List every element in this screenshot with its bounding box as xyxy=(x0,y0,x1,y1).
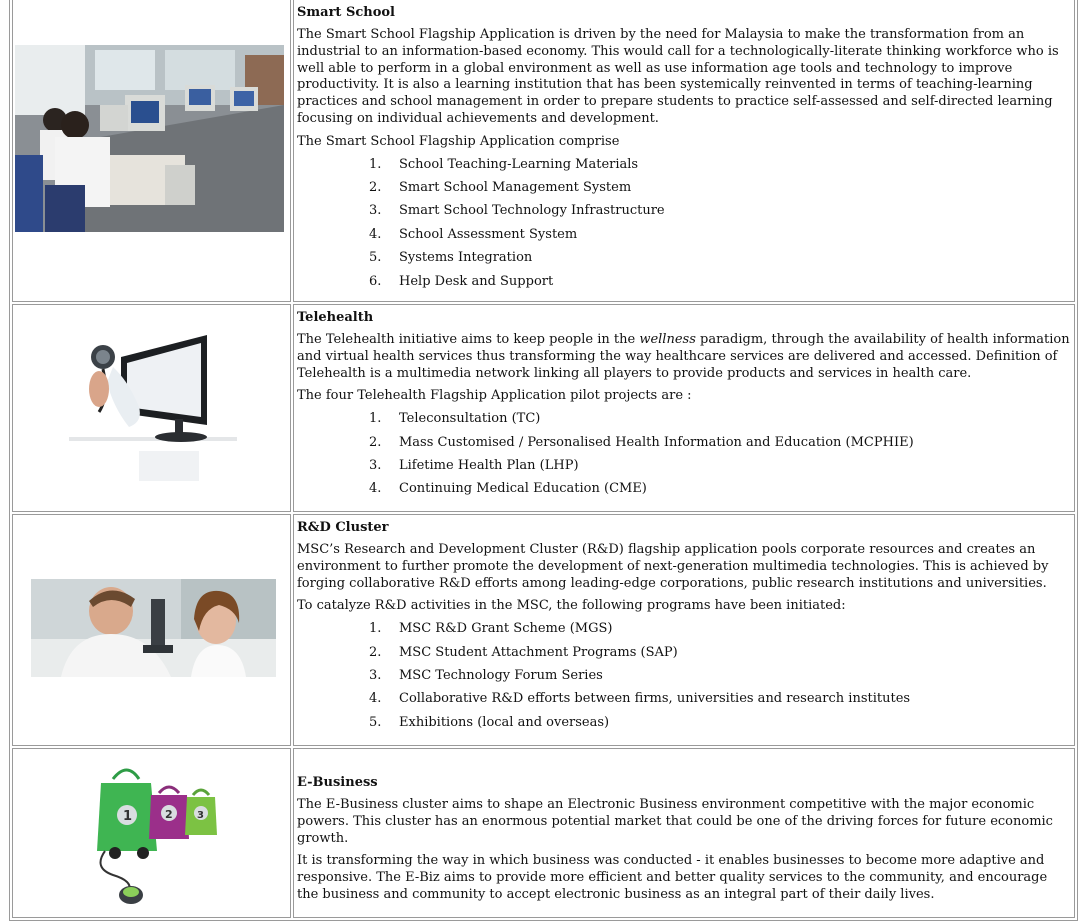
telehealth-paragraph-2: The four Telehealth Flagship Application pilot projects are : xyxy=(297,388,692,404)
bag-number-3: 3 xyxy=(197,809,204,821)
list-item-text: Smart School Technology Infrastructure xyxy=(399,203,665,219)
list-item xyxy=(297,250,1071,273)
section-title-e-business: E-Business xyxy=(297,774,378,790)
list-number: 3. xyxy=(369,203,382,219)
e-business-paragraph-2: It is transforming the way in which business was conducted - it enables businesses to become more adaptive and responsive. The E-Biz aims to provide more efficient and better quality services to the community, and encourage the business and community to accept electronic business as an integral part of their daily lives. xyxy=(297,853,1048,902)
list-item-text: School Teaching-Learning Materials xyxy=(399,156,639,172)
list-number: 4. xyxy=(369,691,382,707)
list-number: 1. xyxy=(369,156,382,172)
e-business-image-cell xyxy=(12,748,291,918)
list-item-text: Exhibitions (local and overseas) xyxy=(399,714,610,730)
list-number: 2. xyxy=(369,434,382,450)
rnd-paragraph-1: MSC’s Research and Development Cluster (R&D) flagship application pools corporate resources and creates an environment to further promote the development of next-generation multimedia technologies. This is achieved by forging collaborative R&D efforts among leading-edge corporations, public research institutions and universities. xyxy=(297,541,1049,591)
list-item xyxy=(297,458,1071,481)
list-number: 4. xyxy=(369,481,382,497)
list-item xyxy=(297,435,1071,458)
row-rnd-cluster xyxy=(12,514,1075,746)
list-item xyxy=(297,411,1071,434)
list-item-text: Help Desk and Support xyxy=(399,273,554,289)
smart-school-paragraph-2: The Smart School Flagship Application comprise xyxy=(297,133,620,149)
list-item xyxy=(297,203,1071,226)
row-e-business xyxy=(12,748,1075,918)
list-number: 6. xyxy=(369,273,382,289)
list-item-text: Teleconsultation (TC) xyxy=(399,411,541,427)
telehealth-paragraph-1-end: paradigm, through the availability of health information and virtual health services thus transforming the way healthcare services are delivered and accessed. Definition of Telehealth is a multimedia network linking all players to provide products and services in health care. xyxy=(297,331,1070,381)
list-item-text: Mass Customised / Personalised Health Information and Education (MCPHIE) xyxy=(399,434,914,450)
list-item xyxy=(297,668,1071,691)
list-item xyxy=(297,645,1071,668)
list-item-text: Systems Integration xyxy=(399,250,533,266)
rnd-list xyxy=(297,621,1071,738)
telehealth-list xyxy=(297,411,1071,505)
e-business-text-cell xyxy=(293,748,1075,918)
row-telehealth xyxy=(12,304,1075,512)
list-number: 1. xyxy=(369,411,382,427)
list-item xyxy=(297,691,1071,714)
rnd-image-cell xyxy=(12,514,291,746)
smart-school-text-cell xyxy=(293,0,1075,302)
telehealth-paragraph-1-start: The Telehealth initiative aims to keep people in the xyxy=(297,331,640,347)
list-item xyxy=(297,621,1071,644)
researchers-microscope-photo xyxy=(31,579,276,677)
list-number: 2. xyxy=(369,644,382,660)
list-item xyxy=(297,157,1071,180)
telehealth-text-cell xyxy=(293,304,1075,512)
shopping-bags-mouse-photo xyxy=(83,763,233,905)
list-number: 5. xyxy=(369,714,382,730)
list-number: 4. xyxy=(369,226,382,242)
classroom-computers-photo xyxy=(15,45,284,232)
rnd-text-cell xyxy=(293,514,1075,746)
smart-school-image-cell xyxy=(12,0,291,302)
telehealth-paragraph-1 xyxy=(297,332,1071,382)
list-item-text: MSC Technology Forum Series xyxy=(399,667,603,683)
e-business-paragraph-1: The E-Business cluster aims to shape an Electronic Business environment competitive with the major economic powers. This cluster has an enormous potential market that could be one of the driving forces for future economic growth. xyxy=(297,796,1053,846)
monitor-stethoscope-photo xyxy=(69,327,237,485)
flagship-table xyxy=(9,0,1078,921)
list-item-text: Collaborative R&D efforts between firms, universities and research institutes xyxy=(399,691,911,707)
section-title-smart-school: Smart School xyxy=(297,5,395,20)
bag-number-2: 2 xyxy=(165,807,173,821)
telehealth-image-cell xyxy=(12,304,291,512)
section-title-telehealth: Telehealth xyxy=(297,309,374,325)
list-number: 3. xyxy=(369,667,382,683)
rnd-paragraph-2: To catalyze R&D activities in the MSC, the following programs have been initiated: xyxy=(297,598,846,614)
list-item-text: School Assessment System xyxy=(399,226,578,242)
list-item-text: MSC R&D Grant Scheme (MGS) xyxy=(399,621,613,637)
list-number: 3. xyxy=(369,457,382,473)
row-smart-school xyxy=(12,0,1075,302)
list-item-text: MSC Student Attachment Programs (SAP) xyxy=(399,644,678,660)
list-item xyxy=(297,274,1071,297)
list-item xyxy=(297,227,1071,250)
list-item-text: Lifetime Health Plan (LHP) xyxy=(399,457,579,473)
telehealth-paragraph-1-emphasis: wellness xyxy=(639,331,696,347)
list-item-text: Smart School Management System xyxy=(399,179,632,195)
list-item-text: Continuing Medical Education (CME) xyxy=(399,481,647,497)
section-title-rnd-cluster: R&D Cluster xyxy=(297,519,389,535)
list-item xyxy=(297,481,1071,504)
list-number: 1. xyxy=(369,621,382,637)
smart-school-paragraph-1: The Smart School Flagship Application is driven by the need for Malaysia to make the transformation from an industrial to an information-based economy. This would call for a technologically-literate thinking workforce who is well able to perform in a global environment as well as use information age tools and technology to improve productivity. It is also a learning institution that has been systemically reinvented in terms of teaching-learning practices and school management in order to prepare students to practice self-assessed and self-directed learning focusing on individual achievements and development. xyxy=(297,27,1059,126)
list-number: 2. xyxy=(369,179,382,195)
bag-number-1: 1 xyxy=(123,808,133,824)
list-item xyxy=(297,715,1071,738)
list-item xyxy=(297,180,1071,203)
list-number: 5. xyxy=(369,250,382,266)
smart-school-list xyxy=(297,157,1071,297)
